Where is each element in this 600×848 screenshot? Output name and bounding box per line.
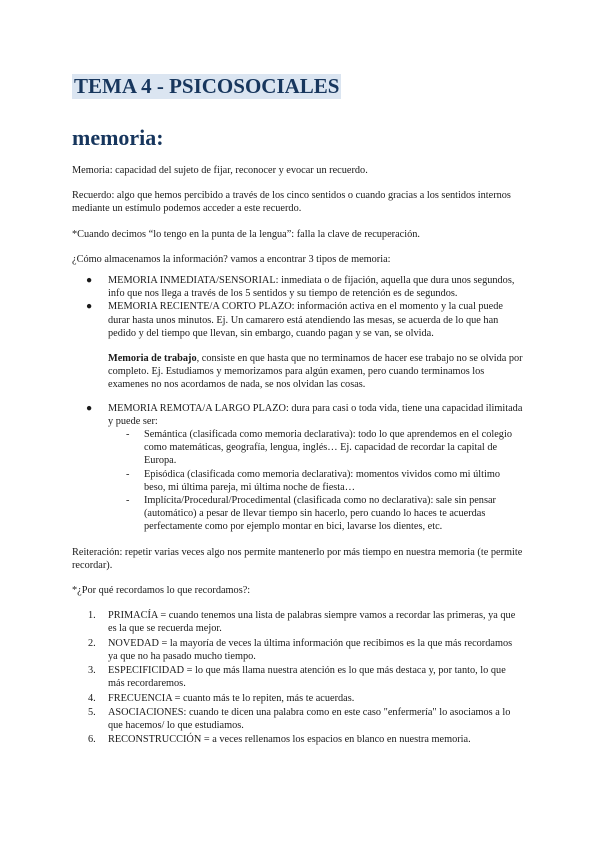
item-text: NOVEDAD = la mayoría de veces la última información que recibimos es la que más recordamos ya que no ha pasado mucho tiempo. — [108, 637, 513, 662]
reiteracion-paragraph: Reiteración: repetir varias veces algo nos permite mantenerlo por más tiempo en nuestra memoria (te permite recordar). — [72, 546, 523, 571]
recall-reasons-list — [72, 609, 524, 746]
dash-icon: - — [126, 429, 130, 441]
page-title: TEMA 4 - PSICOSOCIALES — [74, 74, 340, 98]
item-text: FRECUENCIA = cuanto más te lo repiten, más te acuerdas. — [108, 692, 355, 704]
question-recordamos: *¿Por qué recordamos lo que recordamos?: — [72, 585, 251, 597]
title-wrap — [72, 74, 341, 99]
list-item — [72, 637, 524, 663]
list-item — [72, 609, 524, 635]
item-number: 4. — [88, 692, 96, 704]
long-term-subtypes — [108, 428, 524, 534]
item-number: 2. — [88, 637, 96, 649]
dash-text-semantica: Semántica (clasificada como memoria declarativa): todo lo que aprendemos en el colegio como matemáticas, geografía, lengua, inglés… Ej. capacidad de recordar la capital de Europa. — [144, 429, 512, 467]
question-almacenamiento: ¿Cómo almacenamos la información? vamos a encontrar 3 tipos de memoria: — [72, 253, 391, 265]
list-item — [72, 733, 524, 746]
list-item — [72, 664, 524, 690]
section-heading: memoria: — [72, 125, 164, 150]
item-text: PRIMACÍA = cuando tenemos una lista de palabras siempre vamos a recordar las primeras, ya que es la que se recuerda mejor. — [108, 610, 516, 635]
list-item — [72, 274, 524, 300]
item-text: ASOCIACIONES: cuando te dicen una palabra como en este caso "enfermería" lo asociamos a lo que hacemos/ lo que estudiamos. — [108, 706, 511, 731]
list-item — [72, 706, 524, 732]
list-item — [108, 428, 524, 468]
bullet-icon: ● — [86, 301, 93, 313]
definition-memoria: Memoria: capacidad del sujeto de fijar, reconocer y evocar un recuerdo. — [72, 165, 368, 176]
item-number: 3. — [88, 665, 96, 677]
list-item — [72, 300, 524, 340]
working-memory-text: , consiste en que hasta que no terminamos de hacer ese trabajo no se olvida por completo. Ej. Estudiamos y memorizamos para algún examen, pero cuando terminamos los examenes no nos acordamos de nada, se nos olvidan las cosas. — [108, 353, 523, 391]
dash-icon: - — [126, 495, 130, 507]
bullet-icon: ● — [86, 275, 93, 287]
item-number: 1. — [88, 610, 96, 622]
definition-recuerdo: Recuerdo: algo que hemos percibido a través de los cinco sentidos o cuando gracias a los sentidos internos mediante un estímulo podemos acceder a este recuerdo. — [72, 190, 511, 215]
bullet-text-remota: MEMORIA REMOTA/A LARGO PLAZO: dura para casi o toda vida, tiene una capacidad ilimitada y puede ser: — [108, 402, 523, 427]
memory-types-list — [72, 274, 524, 340]
bullet-text-inmediata: MEMORIA INMEDIATA/SENSORIAL: inmediata o de fijación, aquella que dura unos segundos, info que nos llega a través de los 5 sentidos y su tiempo de retención es de segundos. — [108, 275, 515, 300]
dash-text-implicita: Implícita/Procedural/Procedimental (clasificada como no declarativa): sale sin pensar (automático) a pesar de llevar tiempo sin hacerlo, pero cuando lo haces te acuerdas perfectamente como por ejemplo montar en bici, lavarse los dientes, etc. — [144, 495, 496, 533]
memory-types-list-continued — [72, 402, 524, 534]
item-number: 6. — [88, 734, 96, 746]
working-memory-paragraph — [108, 352, 524, 392]
item-text: RECONSTRUCCIÓN = a veces rellenamos los espacios en blanco en nuestra memoria. — [108, 734, 471, 746]
working-memory-label: Memoria de trabajo — [108, 353, 197, 365]
bullet-text-reciente: MEMORIA RECIENTE/A CORTO PLAZO: información activa en el momento y la cual puede durar hasta unos minutos. Ej. Un camarero está atendiendo las mesas, se acuerda de lo que han pedido y del tiempo que llevan, sin embargo, cuando pagan y se van, se olvida. — [108, 301, 503, 339]
item-text: ESPECIFICIDAD = lo que más llama nuestra atención es lo que más destaca y, por tanto, lo que más recordaremos. — [108, 665, 506, 690]
bullet-icon: ● — [86, 402, 93, 414]
dash-icon: - — [126, 468, 130, 480]
list-item — [108, 494, 524, 534]
list-item — [108, 468, 524, 494]
item-number: 5. — [88, 706, 96, 718]
document-body — [72, 164, 524, 747]
dash-text-episodica: Episódica (clasificada como memoria declarativa): momentos vividos como mi último beso, mi última pareja, mi última noche de fiesta… — [144, 468, 501, 493]
note-punta-lengua: *Cuando decimos “lo tengo en la punta de la lengua”: falla la clave de recuperación. — [72, 228, 420, 240]
list-item — [72, 402, 524, 534]
list-item — [72, 692, 524, 705]
